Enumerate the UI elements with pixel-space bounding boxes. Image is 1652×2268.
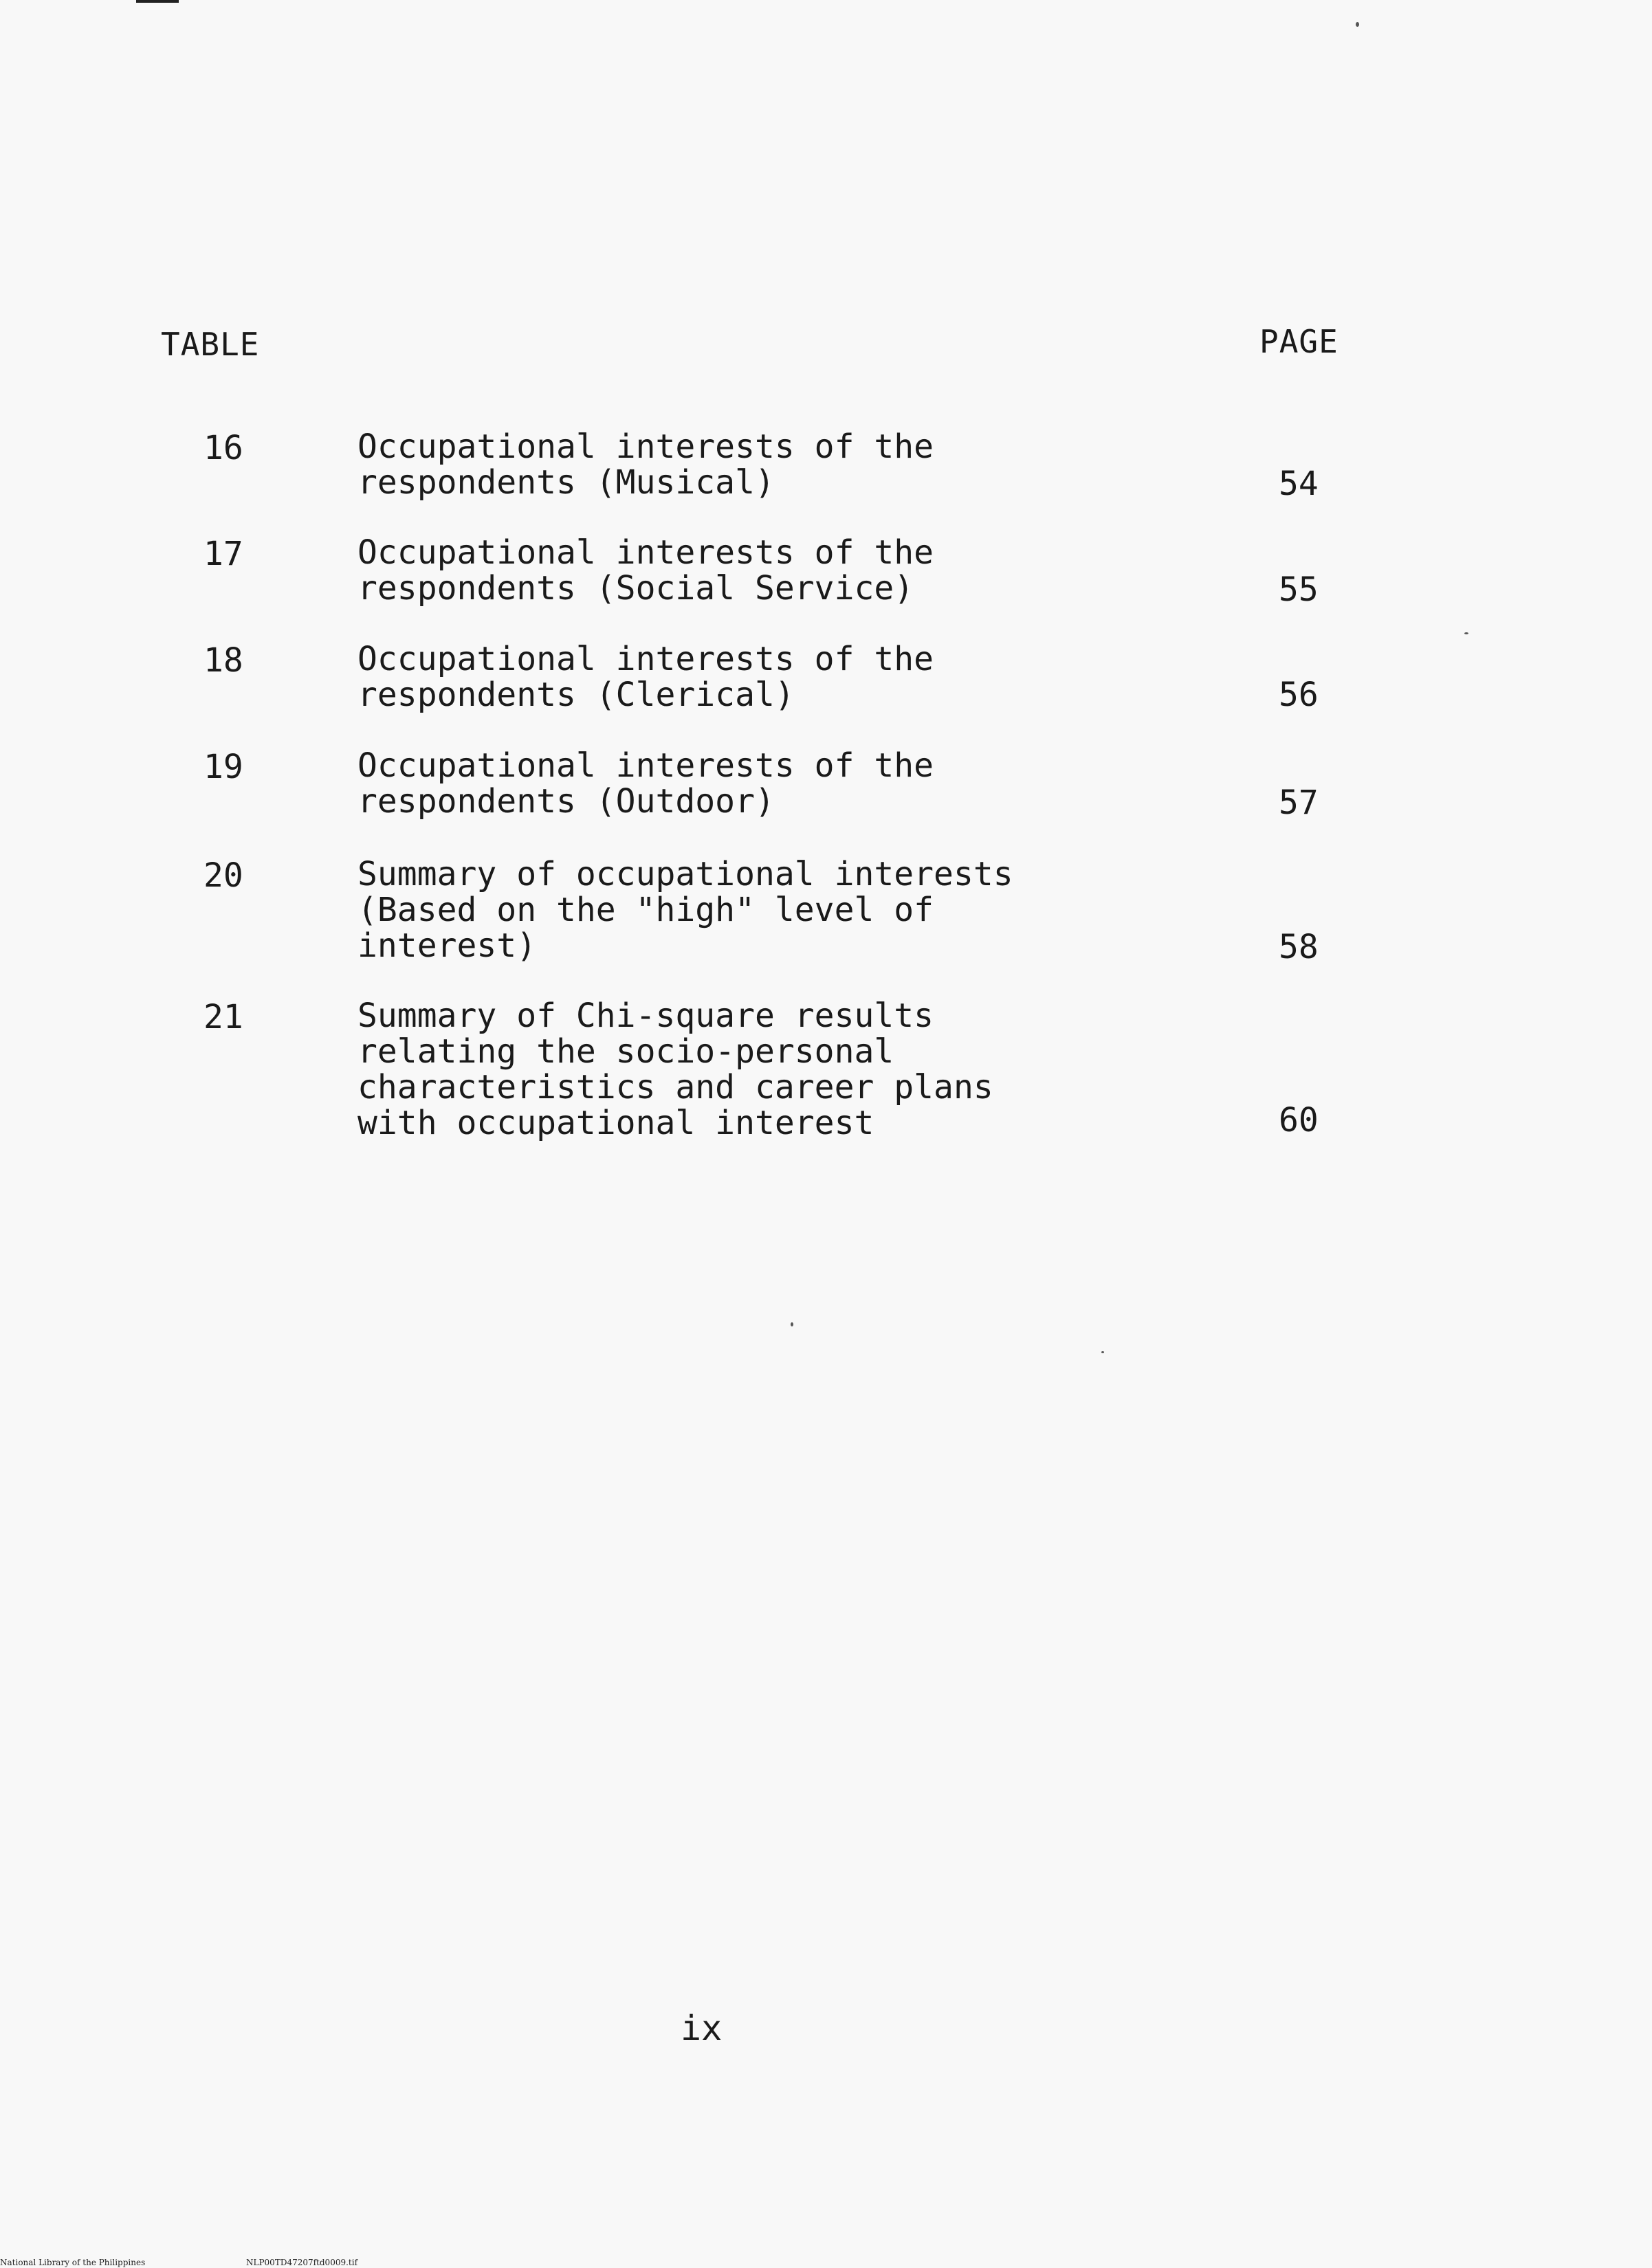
title-line: respondents (Outdoor) [357, 782, 775, 821]
page-number: 55 [1279, 570, 1319, 609]
page-folio: ix [681, 2008, 723, 2048]
table-number: 19 [203, 748, 243, 786]
table-title [357, 429, 934, 500]
title-line: Occupational interests of the [357, 427, 934, 466]
page-number: 57 [1279, 783, 1319, 822]
scan-speck [1101, 1351, 1104, 1353]
table-number: 16 [203, 429, 243, 467]
scan-speck [791, 1322, 793, 1326]
table-number: 18 [203, 641, 243, 680]
title-line: Occupational interests of the [357, 533, 934, 572]
title-line: characteristics and career plans [357, 1068, 993, 1107]
title-line: respondents (Clerical) [357, 676, 795, 714]
title-line: respondents (Social Service) [357, 569, 914, 608]
table-title [357, 856, 1013, 964]
table-number: 21 [203, 998, 243, 1036]
table-title [357, 641, 934, 713]
table-title [357, 748, 934, 819]
title-line: interest) [357, 926, 537, 965]
title-line: with occupational interest [357, 1104, 874, 1142]
table-title [357, 535, 934, 606]
page-column-header: PAGE [1259, 323, 1339, 360]
title-line: Occupational interests of the [357, 640, 934, 678]
table-number: 17 [203, 535, 243, 573]
page-number: 56 [1279, 676, 1319, 714]
scan-footer-library: National Library of the Philippines [0, 2258, 146, 2267]
table-number: 20 [203, 856, 243, 895]
page-number: 60 [1279, 1101, 1319, 1139]
page-number: 58 [1279, 928, 1319, 966]
title-line: Summary of occupational interests [357, 855, 1013, 893]
scan-mark [136, 0, 179, 3]
scan-speck [1464, 632, 1468, 634]
scan-footer-filename: NLP00TD47207ftd0009.tif [246, 2258, 358, 2267]
title-line: relating the socio-personal [357, 1032, 894, 1071]
title-line: (Based on the "high" level of [357, 891, 934, 929]
title-line: Summary of Chi-square results [357, 997, 934, 1035]
scan-speck [1356, 22, 1359, 27]
page-number: 54 [1279, 465, 1319, 503]
title-line: Occupational interests of the [357, 746, 934, 785]
table-title [357, 998, 993, 1141]
table-column-header: TABLE [161, 326, 260, 363]
title-line: respondents (Musical) [357, 463, 775, 502]
